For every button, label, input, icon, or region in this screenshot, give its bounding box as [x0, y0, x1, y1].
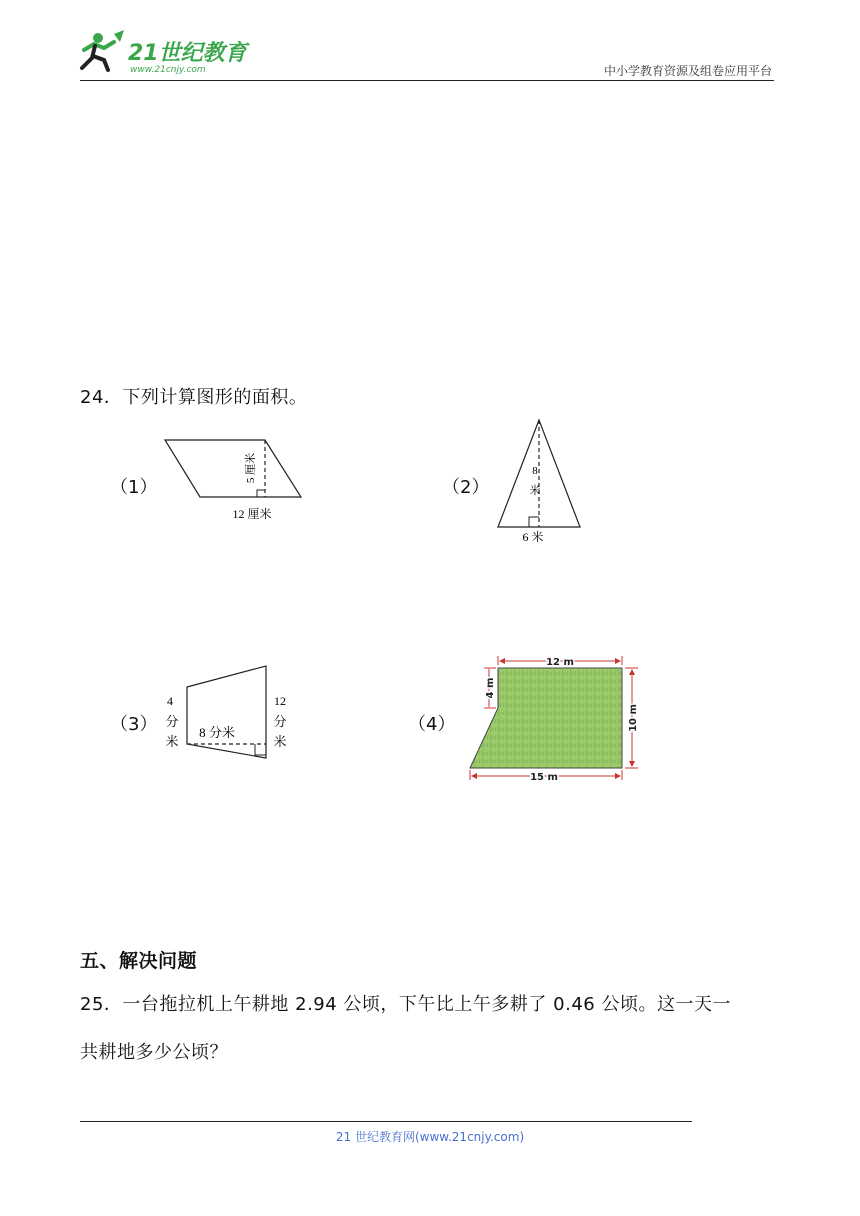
figure-3-trapezoid — [160, 660, 300, 760]
footer-divider — [80, 1121, 692, 1122]
question-25-line1: 25．一台拖拉机上午耕地 2.94 公顷，下午比上午多耕了 0.46 公顷。这一天一 — [80, 994, 731, 1015]
figure-4-top: 12 m — [546, 657, 574, 668]
right-angle-mark — [529, 517, 539, 527]
figure-3-label: （3） — [110, 714, 158, 735]
figure-3-bottom-unit1: 分 — [273, 714, 287, 729]
figure-4-bottom: 15 m — [530, 772, 558, 783]
figure-3-height: 8 分米 — [199, 725, 235, 740]
right-angle-mark — [255, 744, 266, 755]
logo-text: 21世纪教育 — [128, 41, 247, 66]
figure-2-height-unit: 米 — [529, 485, 541, 497]
runner-icon — [82, 30, 124, 70]
header-divider — [80, 80, 774, 81]
header-tagline: 中小学教育资源及组卷应用平台 — [603, 64, 772, 78]
right-angle-mark — [257, 490, 265, 497]
figure-4-left: 4 m — [485, 677, 496, 699]
parallelogram-shape — [165, 440, 301, 497]
logo-url: www.21cnjy.com — [130, 65, 206, 75]
figure-1-base: 12 厘米 — [232, 507, 272, 521]
figure-1-label: （1） — [110, 477, 158, 498]
figure-4-label: （4） — [408, 714, 456, 735]
figure-1-height: 5 厘米 — [245, 452, 257, 484]
site-logo — [78, 28, 258, 78]
figure-4-right: 10 m — [628, 704, 639, 732]
figure-2-triangle — [492, 416, 587, 546]
figure-3-top-unit1: 分 — [165, 714, 179, 729]
figure-3-bottom-unit2: 米 — [273, 734, 287, 749]
figure-1-parallelogram — [160, 436, 310, 526]
figure-3-bottom-num: 12 — [274, 694, 286, 708]
figure-2-base: 6 米 — [522, 530, 544, 544]
figure-3-top-unit2: 米 — [165, 734, 179, 749]
question-24-title: 24．下列计算图形的面积。 — [80, 387, 308, 408]
trapezoid-shape — [187, 666, 266, 758]
figure-4-field — [462, 652, 642, 787]
figure-3-top-num: 4 — [167, 694, 173, 708]
footer-link[interactable]: 21 世纪教育网(www.21cnjy.com) — [335, 1130, 525, 1144]
question-25-line2: 共耕地多少公顷？ — [80, 1042, 228, 1063]
section-heading: 五、解决问题 — [80, 950, 198, 972]
figure-2-label: （2） — [442, 477, 490, 498]
figure-2-height-num: 8 — [532, 465, 538, 477]
